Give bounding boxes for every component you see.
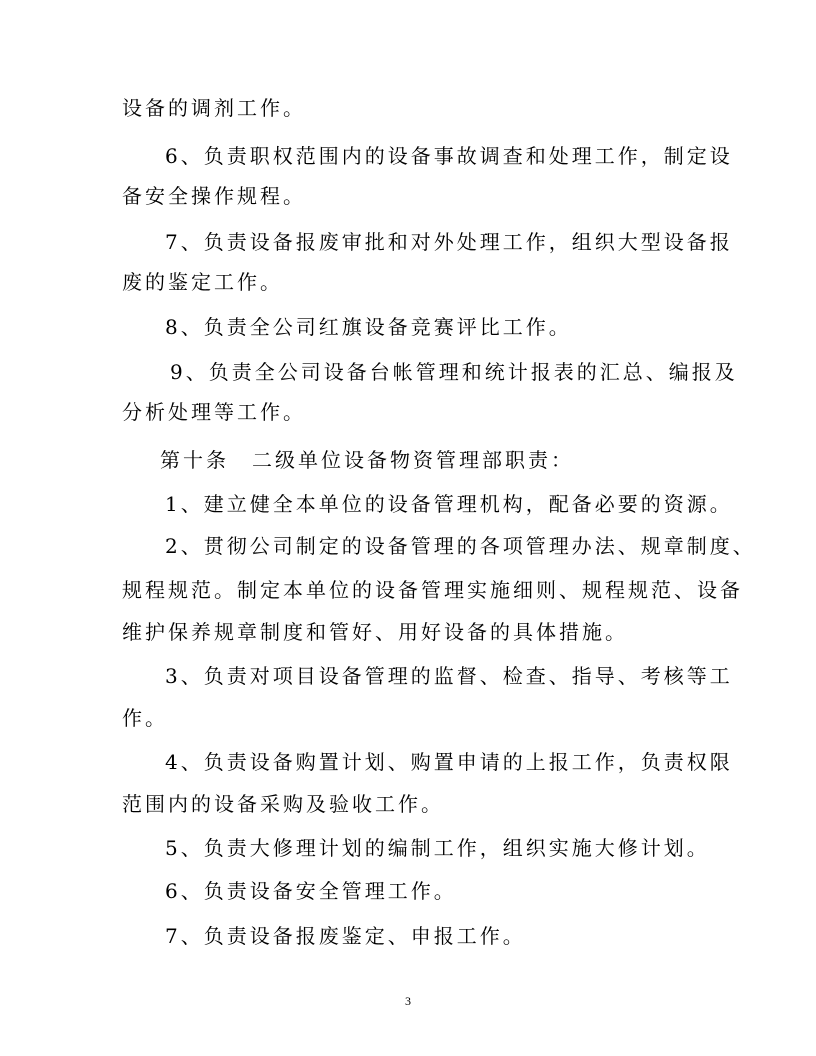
text-line: 4、负责设备购置计划、购置申请的上报工作，负责权限: [165, 750, 733, 774]
text-line: 范围内的设备采购及验收工作。: [122, 792, 444, 816]
text-line: 设备的调剂工作。: [122, 96, 306, 120]
text-line: 2、贯彻公司制定的设备管理的各项管理办法、规章制度、: [165, 534, 756, 558]
article-heading: 第十条 二级单位设备物资管理部职责：: [160, 448, 574, 472]
text-line: 8、负责全公司红旗设备竞赛评比工作。: [165, 315, 572, 339]
text-line: 废的鉴定工作。: [122, 270, 283, 294]
text-line: 规程规范。制定本单位的设备管理实施细则、规程规范、设备: [122, 578, 743, 602]
text-line: 3、负责对项目设备管理的监督、检查、指导、考核等工: [165, 664, 733, 688]
page-number: 3: [405, 994, 411, 1008]
text-line: 6、负责设备安全管理工作。: [165, 879, 457, 903]
text-line: 9、负责全公司设备台帐管理和统计报表的汇总、编报及: [170, 360, 738, 384]
text-line: 6、负责职权范围内的设备事故调查和处理工作，制定设: [165, 144, 733, 168]
text-line: 作。: [122, 706, 168, 730]
text-line: 维护保养规章制度和管好、用好设备的具体措施。: [122, 620, 628, 644]
text-line: 分析处理等工作。: [122, 400, 306, 424]
text-line: 1、建立健全本单位的设备管理机构，配备必要的资源。: [165, 492, 733, 516]
text-line: 7、负责设备报废鉴定、申报工作。: [165, 924, 526, 948]
text-line: 备安全操作规程。: [122, 184, 306, 208]
text-line: 5、负责大修理计划的编制工作，组织实施大修计划。: [165, 836, 710, 860]
text-line: 7、负责设备报废审批和对外处理工作，组织大型设备报: [165, 230, 733, 254]
